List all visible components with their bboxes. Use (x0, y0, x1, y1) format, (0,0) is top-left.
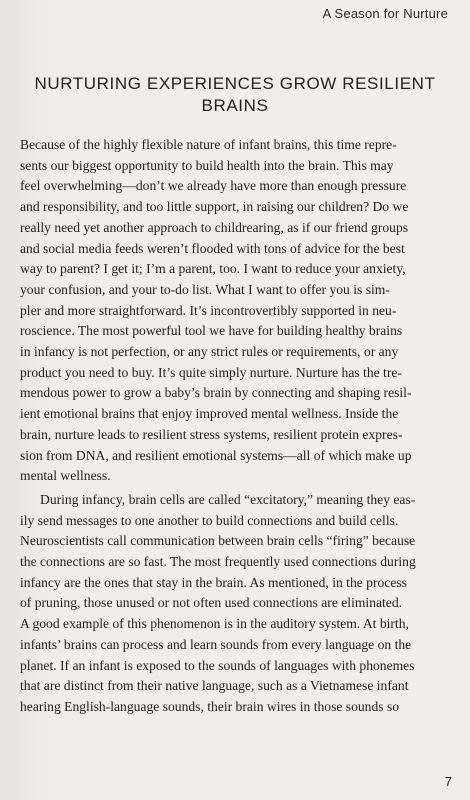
text-line: product you need to buy. It’s quite simply nurture. Nurture has the tre- (20, 364, 402, 380)
section-title: NURTURING EXPERIENCES GROW RESILIENT BRAINS (34, 74, 436, 115)
text-line: ily send messages to one another to build connections and build cells. (20, 512, 399, 528)
text-line: really need yet another approach to childrearing, as if our friend groups (20, 219, 409, 235)
paragraph-1 (20, 135, 452, 487)
text-line: hearing English-language sounds, their brain wires in those sounds so (20, 698, 400, 714)
text-line: that are distinct from their native language, such as a Vietnamese infant (20, 678, 409, 694)
text-line: and responsibility, and too little support, in raising our children? Do we (20, 199, 409, 215)
text-line: ient emotional brains that enjoy improved mental wellness. Inside the (20, 406, 399, 422)
text-line: infants’ brains can process and learn sounds from every language on the (20, 636, 412, 652)
body-text (20, 135, 452, 718)
running-head: A Season for Nurture (322, 6, 448, 21)
text-line: sents our biggest opportunity to build health into the brain. This may (20, 157, 394, 173)
text-line: sion from DNA, and resilient emotional systems—all of which make up (20, 447, 412, 463)
text-line: in infancy is not perfection, or any strict rules or requirements, or any (20, 344, 399, 360)
text-line: During infancy, brain cells are called “excitatory,” meaning they eas- (40, 491, 416, 507)
text-line: Neuroscientists call communication between brain cells “firing” because (20, 533, 416, 549)
text-line: your confusion, and your to-do list. What I want to offer you is sim- (20, 281, 390, 297)
text-line: planet. If an infant is exposed to the sounds of languages with phonemes (20, 657, 415, 673)
text-line: A good example of this phenomenon is in the auditory system. At birth, (20, 616, 409, 632)
text-line: roscience. The most powerful tool we have for building healthy brains (20, 323, 403, 339)
text-line: brain, nurture leads to resilient stress systems, resilient protein expres- (20, 426, 403, 442)
text-line: way to parent? I get it; I’m a parent, too. I want to reduce your anxiety, (20, 261, 406, 277)
paragraph-2 (20, 490, 452, 718)
text-line: pler and more straightforward. It’s incontrovertibly supported in neu- (20, 302, 397, 318)
text-line: Because of the highly flexible nature of infant brains, this time repre- (20, 137, 397, 152)
text-line: the connections are so fast. The most frequently used connections during (20, 554, 416, 570)
page-number: 7 (444, 774, 452, 789)
text-line: feel overwhelming—don’t we already have more than enough pressure (20, 178, 407, 194)
text-line: mendous power to grow a baby’s brain by connecting and shaping resil- (20, 385, 412, 401)
text-line: mental wellness. (20, 468, 111, 484)
text-line: infancy are the ones that stay in the brain. As mentioned, in the process (20, 574, 407, 590)
text-line: of pruning, those unused or not often used connections are eliminated. (20, 595, 403, 611)
text-line: and social media feeds weren’t flooded with tons of advice for the best (20, 240, 405, 256)
